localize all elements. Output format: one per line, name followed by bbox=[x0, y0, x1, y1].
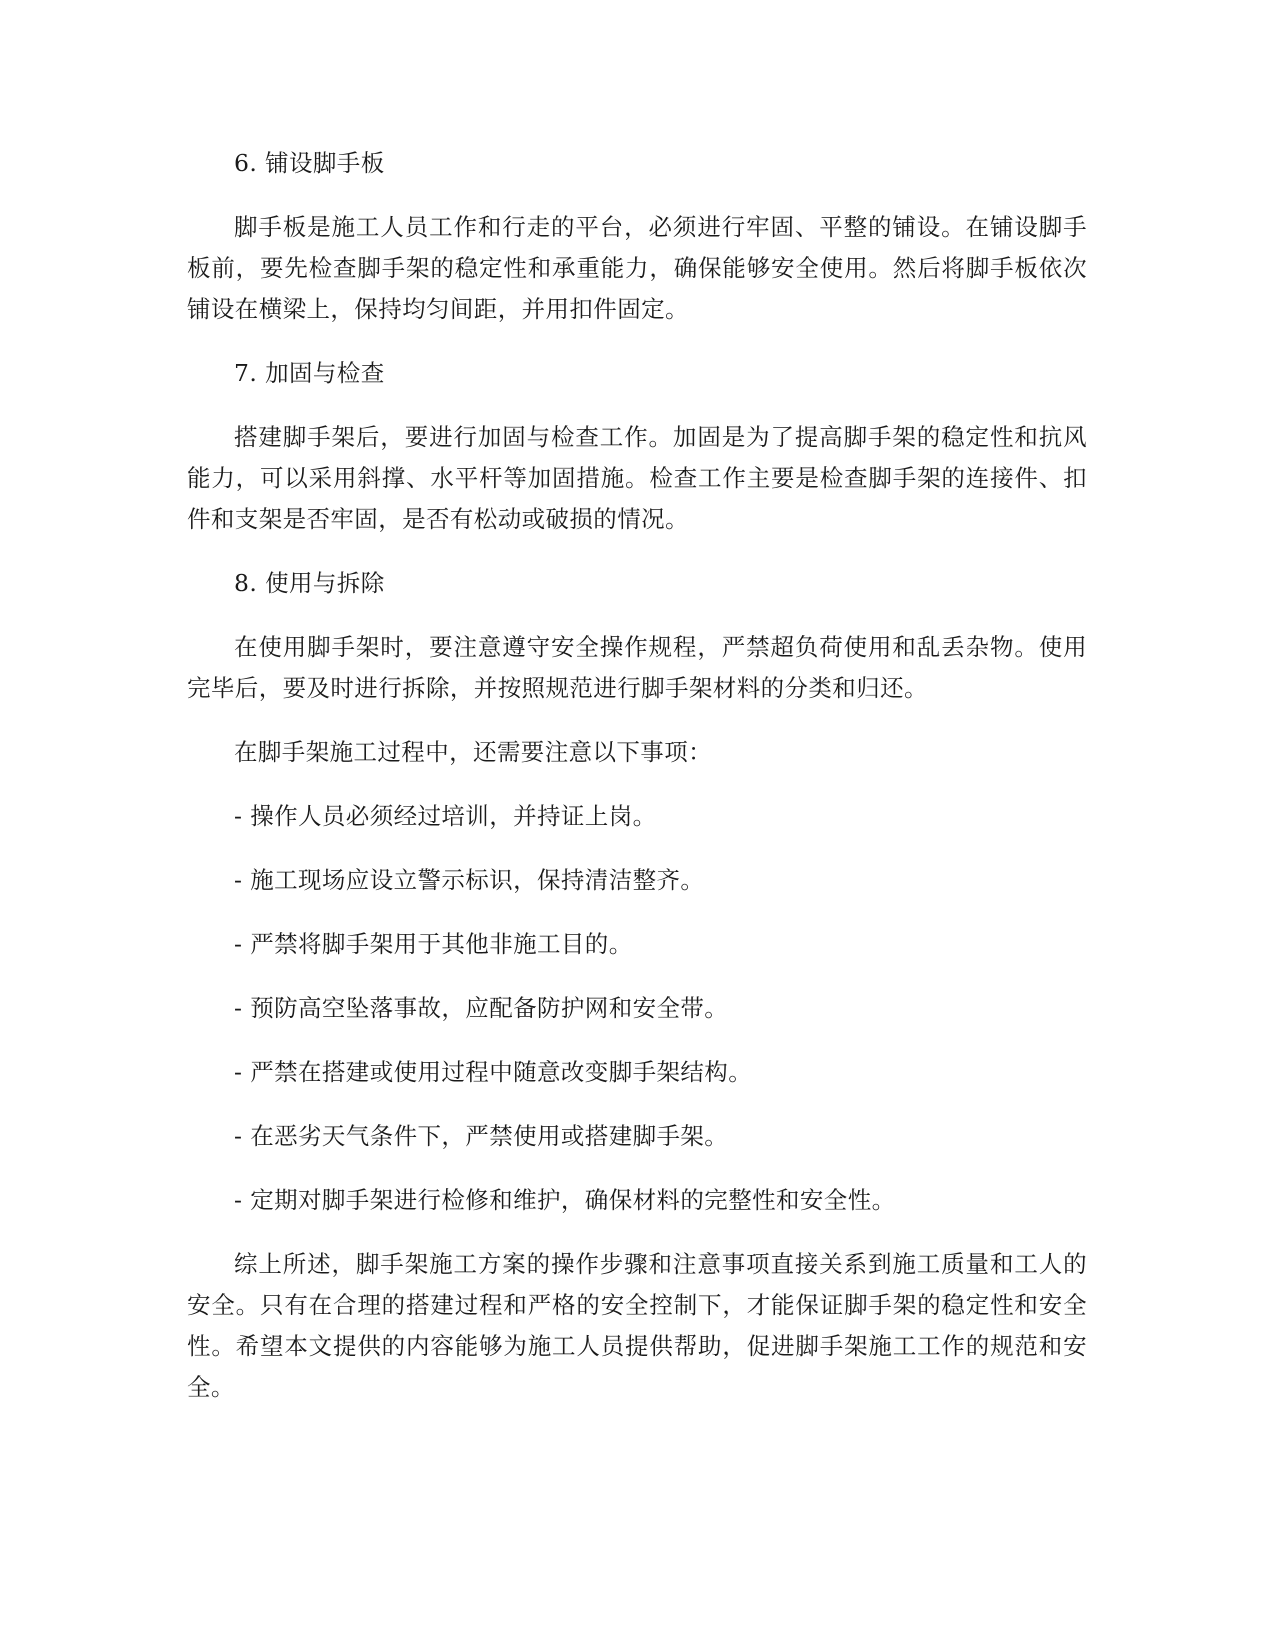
list-item: - 预防高空坠落事故，应配备防护网和安全带。 bbox=[234, 994, 729, 1022]
list-item: - 严禁将脚手架用于其他非施工目的。 bbox=[234, 930, 633, 958]
list-item: - 严禁在搭建或使用过程中随意改变脚手架结构。 bbox=[234, 1058, 753, 1086]
list-item: - 操作人员必须经过培训，并持证上岗。 bbox=[234, 802, 657, 830]
section-heading-7: 7. 加固与检查 bbox=[234, 359, 385, 387]
paragraph-conclusion: 综上所述，脚手架施工方案的操作步骤和注意事项直接关系到施工质量和工人的安全。只有在合理的搭建过程和严格的安全控制下，才能保证脚手架的稳定性和安全性。希望本文提供的内容能够为施工人员提供帮助，促进脚手架施工工作的规范和安全。 bbox=[187, 1250, 1087, 1401]
section-heading-8: 8. 使用与拆除 bbox=[234, 569, 385, 597]
document-body bbox=[187, 143, 1087, 1431]
section-heading-6: 6. 铺设脚手板 bbox=[234, 149, 385, 177]
list-item: - 在恶劣天气条件下，严禁使用或搭建脚手架。 bbox=[234, 1122, 729, 1150]
paragraph-scaffold-board: 脚手板是施工人员工作和行走的平台，必须进行牢固、平整的铺设。在铺设脚手板前，要先检查脚手架的稳定性和承重能力，确保能够安全使用。然后将脚手板依次铺设在横梁上，保持均匀间距，并用扣件固定。 bbox=[187, 213, 1087, 323]
paragraph-reinforce-inspect: 搭建脚手架后，要进行加固与检查工作。加固是为了提高脚手架的稳定性和抗风能力，可以采用斜撑、水平杆等加固措施。检查工作主要是检查脚手架的连接件、扣件和支架是否牢固，是否有松动或破损的情况。 bbox=[187, 423, 1087, 533]
paragraph-notes-intro: 在脚手架施工过程中，还需要注意以下事项： bbox=[234, 738, 712, 766]
paragraph-use-dismantle: 在使用脚手架时，要注意遵守安全操作规程，严禁超负荷使用和乱丢杂物。使用完毕后，要及时进行拆除，并按照规范进行脚手架材料的分类和归还。 bbox=[187, 633, 1087, 702]
list-item: - 定期对脚手架进行检修和维护，确保材料的完整性和安全性。 bbox=[234, 1186, 896, 1214]
list-item: - 施工现场应设立警示标识，保持清洁整齐。 bbox=[234, 866, 705, 894]
